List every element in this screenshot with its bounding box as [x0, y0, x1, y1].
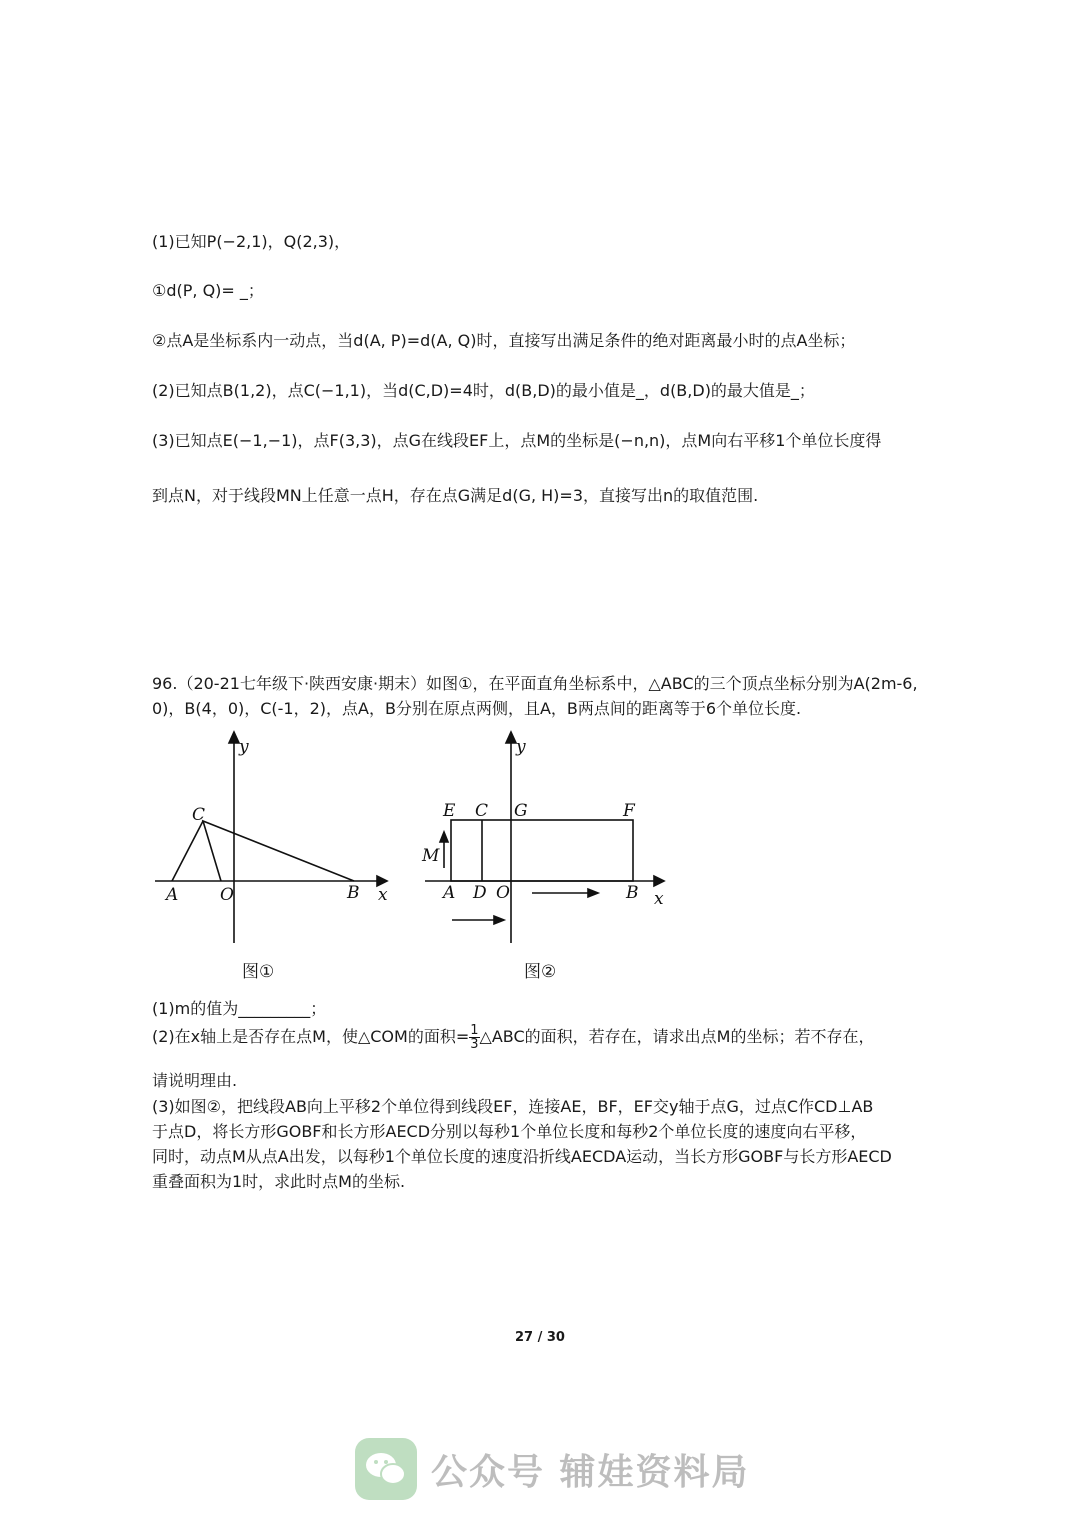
p96-q2-line1: [152, 1024, 874, 1051]
fig1-label-C: C: [192, 805, 206, 825]
fig1-label-B: B: [347, 883, 360, 903]
p95-q3-line2: 到点N，对于线段MN上任意一点H，存在点G满足d(G, H)=3，直接写出n的取值范围.: [152, 486, 759, 505]
fig2-label-y: y: [516, 737, 526, 757]
p96-q3-line4: 重叠面积为1时，求此时点M的坐标.: [152, 1172, 406, 1191]
fig2-label-M: M: [422, 846, 440, 866]
p96-q2-before: (2)在x轴上是否存在点M，使△COM的面积=: [152, 1027, 470, 1046]
wechat-icon: [355, 1438, 417, 1500]
fig2-motion-arrow-left-head: [494, 916, 504, 924]
triangle-ABC: [172, 821, 354, 881]
fig2-y-arrow: [506, 732, 516, 743]
fig2-label-D: D: [473, 883, 487, 903]
figure-1: [150, 728, 410, 958]
p96-q2-line2: 请说明理由.: [152, 1071, 238, 1090]
p95-q1-b: ②点A是坐标系内一动点，当d(A, P)=d(A, Q)时，直接写出满足条件的绝对距离最小时的点A坐标；: [152, 331, 856, 350]
fig1-label-x: x: [378, 885, 388, 905]
fig2-motion-arrow-right-head: [588, 889, 598, 897]
fig2-label-x: x: [654, 889, 664, 909]
p96-q2-after: △ABC的面积，若存在，请求出点M的坐标；若不存在，: [479, 1027, 875, 1046]
rectangle-AEFB: [451, 820, 633, 881]
fig1-label-A: A: [166, 885, 179, 905]
fig2-label-G: G: [514, 801, 528, 821]
fig1-caption: 图①: [242, 962, 275, 982]
fig2-label-A: A: [443, 883, 456, 903]
p96-q3-line2: 于点D，将长方形GOBF和长方形AECD分别以每秒1个单位长度和每秒2个单位长度的速度向右平移，: [152, 1122, 867, 1141]
fig2-label-O: O: [496, 883, 510, 903]
p96-q1: (1)m的值为_________；: [152, 999, 327, 1018]
fig2-label-E: E: [443, 801, 456, 821]
p95-q2: (2)已知点B(1,2)，点C(−1,1)，当d(C,D)=4时，d(B,D)的最小值是_，d(B,D)的最大值是_；: [152, 381, 815, 400]
watermark: [355, 1438, 750, 1500]
figure-2: [420, 728, 680, 958]
page-number: 27 / 30: [515, 1330, 565, 1345]
fig2-label-F: F: [623, 801, 635, 821]
p96-header-line1: 96.（20-21七年级下·陕西安康·期末）如图①，在平面直角坐标系中，△ABC的三个顶点坐标分别为A(2m-6,: [152, 674, 918, 693]
fraction-one-third: $\frac{1}{3}$: [470, 1023, 479, 1052]
fig2-x-arrow: [654, 876, 664, 886]
fig1-label-y: y: [239, 737, 249, 757]
p95-q3-line1: (3)已知点E(−1,−1)，点F(3,3)，点G在线段EF上，点M的坐标是(−n,n)，点M向右平移1个单位长度得: [152, 431, 882, 450]
fig2-caption: 图②: [524, 962, 557, 982]
p96-q3-line1: (3)如图②，把线段AB向上平移2个单位得到线段EF，连接AE，BF，EF交y轴于点G，过点C作CD⊥AB: [152, 1097, 874, 1116]
watermark-text: 公众号 辅娃资料局: [431, 1451, 750, 1493]
fig2-label-C: C: [475, 801, 489, 821]
fig2-label-B: B: [626, 883, 639, 903]
p96-q3-line3: 同时，动点M从点A出发，以每秒1个单位长度的速度沿折线AECDA运动，当长方形GOBF与长方形AECD: [152, 1147, 892, 1166]
p95-q1-given: (1)已知P(−2,1)，Q(2,3)，: [152, 232, 351, 251]
fig1-label-O: O: [220, 885, 234, 905]
p95-q1-a: ①d(P, Q)= _；: [152, 281, 264, 300]
fig1-y-arrow: [229, 732, 239, 743]
fig2-M-arrow-head: [440, 832, 448, 842]
p96-header-line2: 0)，B(4，0)，C(-1，2)，点A，B分别在原点两侧，且A，B两点间的距离等于6个单位长度.: [152, 699, 802, 718]
